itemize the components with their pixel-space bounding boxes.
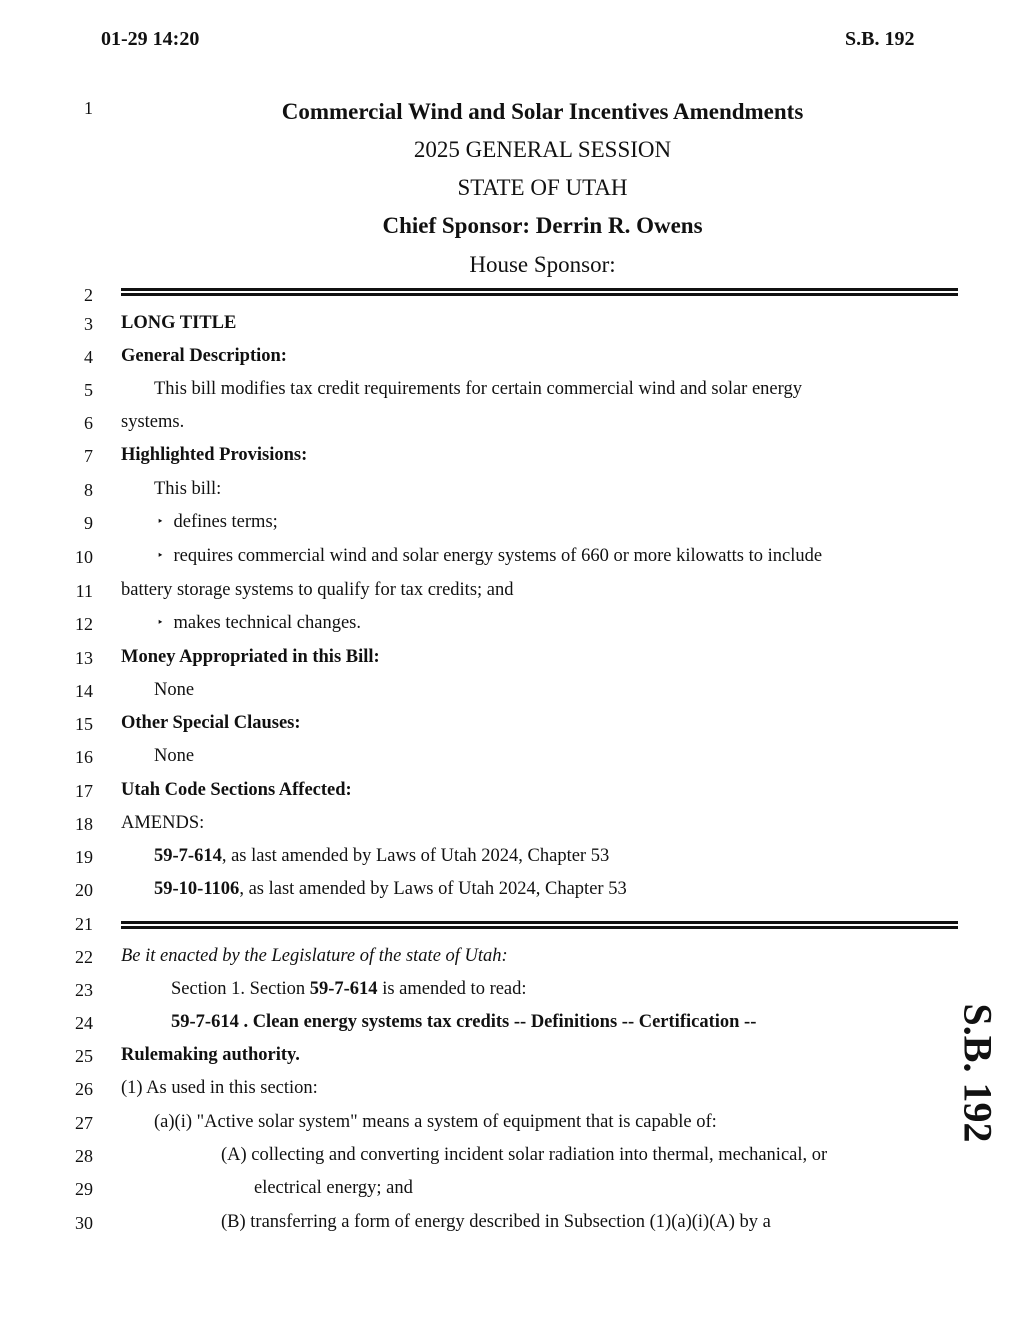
top-divider [121,288,958,296]
side-bill-number [948,1005,1008,1140]
section-heading-cont: Rulemaking authority. [121,1045,300,1065]
session-label: 2025 GENERAL SESSION [413,137,672,162]
line-number: 1 [84,98,93,118]
line-number: 16 [75,747,93,767]
enacting-clause: Be it enacted by the Legislature of the state of Utah: [121,946,508,966]
bullet-item [157,612,361,634]
code-section-ref: 59-7-614 [309,979,378,999]
line-number: 19 [75,847,93,867]
line-number: 11 [75,581,93,601]
line-number: 30 [75,1213,93,1233]
section-intro-text: Section 1. Section [171,979,310,999]
bullet-text: makes technical changes. [173,613,361,633]
amended-section [154,878,627,900]
line-number: 10 [75,547,93,567]
line-number: 29 [75,1179,93,1199]
body-line: battery storage systems to qualify for tax credits; and [121,580,514,600]
special-clauses-heading: Other Special Clauses: [121,713,301,733]
line-number: 17 [75,781,93,801]
line-number: 22 [75,947,93,967]
body-line: This bill modifies tax credit requirements for certain commercial wind and solar energy [154,379,802,399]
highlighted-provisions-heading: Highlighted Provisions: [121,445,308,465]
money-appropriated-heading: Money Appropriated in this Bill: [121,647,380,667]
line-number: 27 [75,1113,93,1133]
state-label: STATE OF UTAH [457,175,628,200]
code-section-link[interactable]: 59-7-614 [154,846,222,866]
side-bill-number-text: S.B. 192 [955,1003,1001,1142]
long-title-heading: LONG TITLE [121,313,237,333]
bullet-icon: ‣ [157,617,164,629]
line-number: 23 [75,980,93,1000]
bullet-text: requires commercial wind and solar energy systems of 660 or more kilowatts to include [173,546,823,566]
line-number: 6 [84,413,93,433]
general-description-heading: General Description: [121,346,287,366]
header-timestamp: 01-29 14:20 [101,28,200,50]
body-line: None [154,680,195,700]
line-number: 12 [75,614,93,634]
section-intro [171,978,527,1000]
amended-section-note: , as last amended by Laws of Utah 2024, Chapter 53 [239,879,627,899]
body-line: AMENDS: [121,813,205,833]
line-number: 21 [75,914,93,934]
section-heading: 59-7-614 . Clean energy systems tax credits -- Definitions -- Certification -- [171,1012,757,1032]
amended-section-note: , as last amended by Laws of Utah 2024, Chapter 53 [221,846,610,866]
body-line: electrical energy; and [254,1178,413,1198]
line-number: 5 [84,380,93,400]
line-number: 24 [75,1013,93,1033]
line-number: 28 [75,1146,93,1166]
line-number: 13 [75,648,93,668]
amended-section [154,845,609,867]
chief-sponsor: Chief Sponsor: Derrin R. Owens [382,213,703,238]
line-number: 26 [75,1079,93,1099]
bullet-icon: ‣ [157,516,164,528]
house-sponsor: House Sponsor: [469,252,616,277]
bullet-item [157,545,822,567]
line-number: 18 [75,814,93,834]
bottom-divider [121,921,958,929]
section-intro-text: is amended to read: [377,979,527,999]
body-line: (A) collecting and converting incident solar radiation into thermal, mechanical, or [221,1145,828,1165]
line-number: 15 [75,714,93,734]
line-number: 20 [75,880,93,900]
bullet-text: defines terms; [173,512,278,532]
bullet-icon: ‣ [157,550,164,562]
line-number: 3 [84,314,93,334]
header-bill-number: S.B. 192 [845,28,915,50]
line-number: 14 [75,681,93,701]
line-number: 25 [75,1046,93,1066]
body-line: (1) As used in this section: [121,1078,318,1098]
bullet-item [157,511,278,533]
code-sections-heading: Utah Code Sections Affected: [121,780,352,800]
line-number: 7 [84,446,93,466]
code-section-link[interactable]: 59-10-1106 [154,879,240,899]
body-line: This bill: [154,479,222,499]
line-number: 8 [84,480,93,500]
line-number: 9 [84,513,93,533]
body-line: (B) transferring a form of energy described in Subsection (1)(a)(i)(A) by a [221,1212,771,1232]
line-number: 2 [84,285,93,305]
body-line: systems. [121,412,185,432]
body-line: None [154,746,195,766]
body-line: (a)(i) "Active solar system" means a system of equipment that is capable of: [154,1112,717,1132]
bill-title: Commercial Wind and Solar Incentives Amendments [281,99,804,124]
line-number: 4 [84,347,93,367]
